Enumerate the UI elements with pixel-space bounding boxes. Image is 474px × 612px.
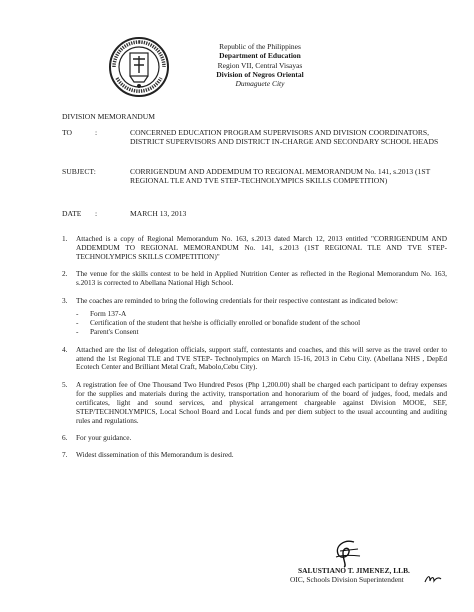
signatory-title: OIC, Schools Division Superintendent <box>290 575 404 585</box>
letterhead-region: Region VII, Central Visayas <box>217 60 303 70</box>
to-recipients: CONCERNED EDUCATION PROGRAM SUPERVISORS AND DIVISION COORDINATORS, DISTRICT SUPERVISORS AND DISTRICT IN-CHARGE AND SECONDARY SCHOOL HEADS <box>130 128 439 147</box>
list-item <box>62 434 447 443</box>
list-item <box>62 235 447 262</box>
item-number: 3. <box>62 295 68 305</box>
letterhead-republic: Republic of the Philippines <box>219 42 301 51</box>
item-number: 4. <box>62 344 68 354</box>
letterhead <box>180 42 340 88</box>
item-number: 1. <box>62 234 68 243</box>
date-text: MARCH 13, 2013 <box>130 209 187 218</box>
item-text: Attached are the list of delegation officials, support staff, contestants and coaches, and this will serve as the travel order to attend the 1st Regional TLE and TVE STEP- Technolympics on March 15-16, 2013 in Cebu City. (Abellana NHS , DepEd Ecotech Center and Brilliant Metal Craft, Mabolo,Cebu City). <box>76 344 447 372</box>
list-item <box>62 297 447 338</box>
item-text: For your guidance. <box>76 432 132 442</box>
letterhead-city: Dumaguete City <box>235 79 285 89</box>
deped-seal-logo <box>108 36 170 98</box>
to-colon: : <box>95 128 98 137</box>
handwritten-signature <box>330 538 362 568</box>
item-text: The venue for the skills contest to be held in Applied Nutrition Center as reflected in the Regional Memorandum No. 163, s.2013 is corrected to Abellana National High School. <box>76 269 447 288</box>
item-number: 2. <box>62 269 68 279</box>
credentials-list <box>76 310 447 337</box>
date-label: DATE <box>62 209 82 218</box>
item-text: Widest dissemination of this Memorandum is desired. <box>76 450 234 460</box>
list-item <box>62 451 447 460</box>
memo-body-list <box>62 235 447 469</box>
credential-text: Parent's Consent <box>90 327 139 337</box>
subject-label: SUBJECT: <box>62 167 96 176</box>
signature-block <box>290 566 410 584</box>
signatory-name: SALUSTIANO T. JIMENEZ, LLB. <box>298 566 410 575</box>
credential-text: Certification of the student that he/she is officially enrolled or bonafide student of the school <box>90 318 361 328</box>
letterhead-division: Division of Negros Oriental <box>216 69 304 79</box>
credential-text: Form 137-A <box>90 309 127 319</box>
list-item <box>62 270 447 288</box>
list-item <box>62 381 447 426</box>
item-text: Attached is a copy of Regional Memorandum No. 163, s.2013 dated March 12, 2013 entitled "CORRIGENDUM AND ADDEMDUM TO REGIONAL MEMORANDUM No. 141, s.2013 (1ST REGIONAL TLE AND TVE STEP-TECHNOLYMPICS SKILLS COMPETITION)" <box>76 234 447 261</box>
bullet-dash: - <box>76 309 79 319</box>
item-content <box>76 297 447 338</box>
item-number: 5. <box>62 379 68 389</box>
item-number: 6. <box>62 432 68 442</box>
date-colon: : <box>95 209 98 218</box>
item-text: A registration fee of One Thousand Two Hundred Pesos (Php 1,200.00) shall be charged each participant to defray expenses for the supplies and materials during the activity, transportation and honorarium of the board of judges, food, medals and certificates, light and sound services, and physical arrangement chargeable against Division MOOE, SEF, STEP/TECHNOLYMPICS, Local School Board and Local funds and per diem subject to the usual accounting and auditing rules and regulations. <box>76 379 447 425</box>
item-text: The coaches are reminded to bring the following credentials for their respective contestant as indicated below: <box>76 295 398 305</box>
memo-title: DIVISION MEMORANDUM <box>62 112 156 121</box>
bullet-dash: - <box>76 327 79 337</box>
item-number: 7. <box>62 450 68 460</box>
credential-item <box>76 328 447 337</box>
handwritten-initial <box>424 573 442 585</box>
to-label: TO <box>62 128 72 137</box>
list-item <box>62 346 447 373</box>
bullet-dash: - <box>76 318 79 328</box>
letterhead-department: Department of Education <box>219 51 301 61</box>
subject-text: CORRIGENDUM AND ADDEMDUM TO REGIONAL MEMORANDUM No. 141, s.2013 (1ST REGIONAL TLE AND TVE STEP-TECHNOLYMPICS SKILLS COMPETITION) <box>130 167 431 186</box>
